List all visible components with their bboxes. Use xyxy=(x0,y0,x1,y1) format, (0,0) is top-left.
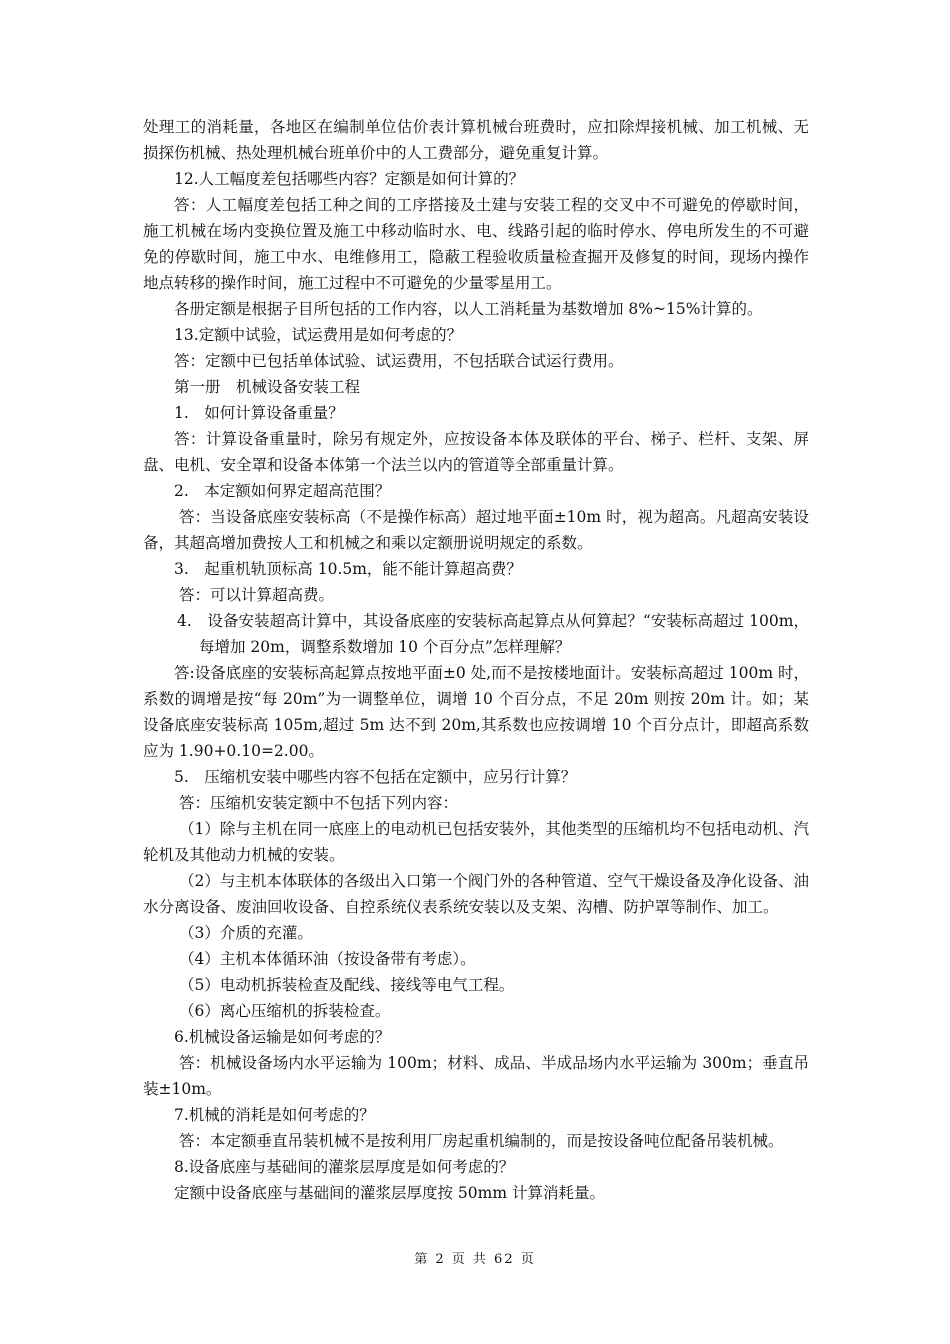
page-footer: 第 2 页 共 62 页 xyxy=(414,1252,536,1267)
answer-5-item-6: （6）离心压缩机的拆装检查。 xyxy=(179,1002,391,1020)
answer-4: 答:设备底座的安装标高起算点按地平面±0 处,而不是按楼地面计。安装标高超过 100m 时，系数的调增是按“每 20m”为一调整单位，调增 10 个百分点，不足 20m 则按 20m 计。如；某设备底座安装标高 105m,超过 5m 达不到 20m,其系数也应按调增 10 个百分点计，即超高系数应为 1.90+0.10=2.00。 xyxy=(143,664,809,760)
question-3: 3. 起重机轨顶标高 10.5m，能不能计算超高费？ xyxy=(174,560,522,578)
question-6: 6.机械设备运输是如何考虑的？ xyxy=(174,1028,391,1046)
question-2: 2. 本定额如何界定超高范围？ xyxy=(174,482,391,500)
answer-5-item-3: （3）介质的充灌。 xyxy=(179,924,313,942)
answer-6: 答：机械设备场内水平运输为 100m；材料、成品、半成品场内水平运输为 300m；垂直吊装±10m。 xyxy=(143,1054,809,1098)
answer-5-item-4: （4）主机本体循环油（按设备带有考虑）。 xyxy=(179,950,476,968)
answer-12: 答：人工幅度差包括工种之间的工序搭接及土建与安装工程的交叉中不可避免的停歇时间，施工机械在场内变换位置及施工中移动临时水、电、线路引起的临时停水、停电所发生的不可避免的停歇时间，施工中水、电维修用工，隐蔽工程验收质量检查掘开及修复的时间，现场内操作地点转移的操作时间，施工过程中不可避免的少量零星用工。 xyxy=(143,196,809,292)
question-4: 4. 设备安装超高计算中，其设备底座的安装标高起算点从何算起？“安装标高超过 100m，每增加 20m，调整系数增加 10 个百分点”怎样理解？ xyxy=(177,612,809,656)
answer-8: 定额中设备底座与基础间的灌浆层厚度按 50mm 计算消耗量。 xyxy=(174,1184,605,1202)
answer-7: 答：本定额垂直吊装机械不是按利用厂房起重机编制的，而是按设备吨位配备吊装机械。 xyxy=(179,1132,784,1150)
question-5: 5. 压缩机安装中哪些内容不包括在定额中，应另行计算？ xyxy=(174,768,577,786)
answer-5: 答：压缩机安装定额中不包括下列内容： xyxy=(179,794,459,812)
page-body xyxy=(143,114,809,1206)
answer-13: 答：定额中已包括单体试验、试运费用，不包括联合试运行费用。 xyxy=(174,352,624,370)
section-heading: 第一册 机械设备安装工程 xyxy=(174,378,361,396)
answer-5-item-5: （5）电动机拆装检查及配线、接线等电气工程。 xyxy=(179,976,515,994)
question-1: 1. 如何计算设备重量？ xyxy=(174,404,344,422)
answer-5-item-1: （1）除与主机在同一底座上的电动机已包括安装外，其他类型的压缩机均不包括电动机、汽轮机及其他动力机械的安装。 xyxy=(143,820,809,864)
answer-5-item-2: （2）与主机本体联体的各级出入口第一个阀门外的各种管道、空气干燥设备及净化设备、油水分离设备、废油回收设备、自控系统仪表系统安装以及支架、沟槽、防护罩等制作、加工。 xyxy=(143,872,809,916)
answer-1: 答：计算设备重量时，除另有规定外，应按设备本体及联体的平台、梯子、栏杆、支架、屏盘、电机、安全罩和设备本体第一个法兰以内的管道等全部重量计算。 xyxy=(143,430,809,474)
question-7: 7.机械的消耗是如何考虑的？ xyxy=(174,1106,375,1124)
answer-3: 答：可以计算超高费。 xyxy=(179,586,335,604)
answer-12-note: 各册定额是根据子目所包括的工作内容，以人工消耗量为基数增加 8%~15%计算的。 xyxy=(174,300,763,318)
paragraph-continuation: 处理工的消耗量，各地区在编制单位估价表计算机械台班费时，应扣除焊接机械、加工机械、无损探伤机械、热处理机械台班单价中的人工费部分，避免重复计算。 xyxy=(143,118,809,162)
answer-2: 答：当设备底座安装标高（不是操作标高）超过地平面±10m 时，视为超高。凡超高安装设备，其超高增加费按人工和机械之和乘以定额册说明规定的系数。 xyxy=(143,508,809,552)
question-12: 12.人工幅度差包括哪些内容？定额是如何计算的？ xyxy=(174,170,525,188)
question-8: 8.设备底座与基础间的灌浆层厚度是如何考虑的？ xyxy=(174,1158,515,1176)
question-13: 13.定额中试验，试运费用是如何考虑的？ xyxy=(174,326,463,344)
